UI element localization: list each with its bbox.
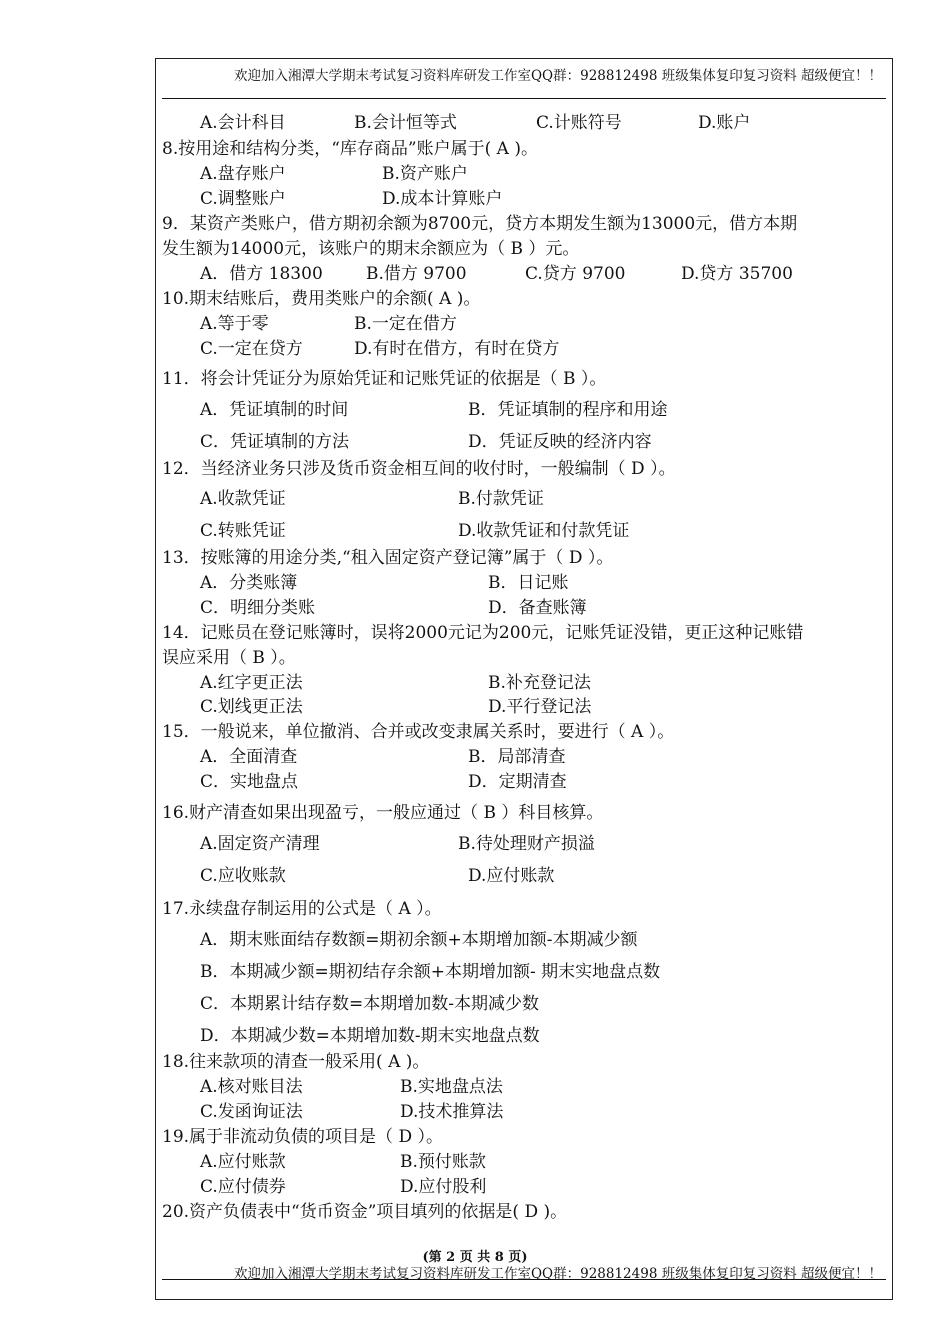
q14-option-d: D.平行登记法 [488,697,592,717]
q10-option-d: D.有时在借方，有时在贷方 [354,339,560,359]
q8-option-a: A.盘存账户 [200,164,286,184]
q8-stem: 8.按用途和结构分类，“库存商品”账户属于( A )。 [162,139,538,159]
q16-option-d: D.应付账款 [468,866,555,886]
q14-stem-line1: 14．记账员在登记账簿时，误将2000元记为200元，记账凭证没错，更正这种记账错 [162,623,804,643]
footer-text: 欢迎加入湘潭大学期末考试复习资料库研发工作室QQ群：928812498 班级集体复印复习资料 超级便宜！！ [233,1266,882,1282]
q19-option-d: D.应付股利 [400,1177,487,1197]
q13-option-d: D．备查账簿 [488,598,587,618]
q14-option-b: B.补充登记法 [488,673,591,693]
q11-option-b: B．凭证填制的程序和用途 [468,400,668,420]
q14-option-a: A.红字更正法 [200,673,303,693]
q12-option-b: B.付款凭证 [458,489,544,509]
q17-option-d: D．本期减少数=本期增加数-期末实地盘点数 [200,1026,540,1046]
q10-option-c: C.一定在贷方 [200,339,303,359]
q13-option-c: C．明细分类账 [200,598,316,618]
q14-stem-line2: 误应采用（ B ）。 [162,648,296,668]
header-text: 欢迎加入湘潭大学期末考试复习资料库研发工作室QQ群：928812498 班级集体复印复习资料 超级便宜！！ [233,68,882,84]
q13-stem: 13．按账簿的用途分类,“租入固定资产登记簿”属于（ D ）。 [162,548,614,568]
q12-option-a: A.收款凭证 [200,489,286,509]
q9-option-c: C.贷方 9700 [525,264,626,284]
q18-option-c: C.发函询证法 [200,1102,303,1122]
q7-option-c: C.计账符号 [536,113,622,133]
q13-option-a: A．分类账簿 [200,573,298,593]
q17-option-a: A．期末账面结存数额=期初余额+本期增加额-本期减少额 [200,930,638,950]
q15-stem: 15．一般说来，单位撤消、合并或改变隶属关系时，要进行（ A ）。 [162,722,675,742]
footer-rule [162,1279,886,1280]
q16-option-b: B.待处理财产损溢 [458,834,595,854]
q12-option-d: D.收款凭证和付款凭证 [458,521,630,541]
q19-option-c: C.应付债券 [200,1177,286,1197]
q18-option-d: D.技术推算法 [400,1102,504,1122]
q16-option-c: C.应收账款 [200,866,286,886]
q16-option-a: A.固定资产清理 [200,834,320,854]
q15-option-c: C．实地盘点 [200,772,299,792]
q15-option-b: B．局部清查 [468,747,566,767]
q10-option-b: B.一定在借方 [354,314,457,334]
q10-stem: 10.期末结账后，费用类账户的余额( A )。 [162,289,481,309]
q13-option-b: B．日记账 [488,573,569,593]
q19-option-a: A.应付账款 [200,1152,286,1172]
q17-option-c: C．本期累计结存数=本期增加数-本期减少数 [200,994,539,1014]
q17-option-b: B．本期减少额=期初结存余额+本期增加额- 期末实地盘点数 [200,962,661,982]
q20-stem: 20.资产负债表中“货币资金”项目填列的依据是( D )。 [162,1202,568,1222]
q19-stem: 19.属于非流动负债的项目是（ D ）。 [162,1127,443,1147]
q16-stem: 16.财产清查如果出现盈亏，一般应通过（ B ）科目核算。 [162,803,604,823]
q9-option-d: D.贷方 35700 [681,264,793,284]
q14-option-c: C.划线更正法 [200,697,303,717]
q11-option-d: D．凭证反映的经济内容 [468,432,652,452]
q18-option-a: A.核对账目法 [200,1077,303,1097]
q9-option-a: A．借方 18300 [200,264,323,284]
q8-option-c: C.调整账户 [200,189,286,209]
q8-option-b: B.资产账户 [382,164,468,184]
q17-stem: 17.永续盘存制运用的公式是（ A ）。 [162,899,442,919]
q12-option-c: C.转账凭证 [200,521,286,541]
q9-stem-line2: 发生额为14000元，该账户的期末余额应为（ B ）元。 [162,239,580,259]
q15-option-d: D．定期清查 [468,772,567,792]
q7-option-b: B.会计恒等式 [354,113,457,133]
q9-option-b: B.借方 9700 [366,264,467,284]
q9-stem-line1: 9．某资产类账户，借方期初余额为8700元，贷方本期发生额为13000元，借方本期 [162,214,798,234]
header-rule [162,98,886,99]
q12-stem: 12．当经济业务只涉及货币资金相互间的收付时，一般编制（ D ）。 [162,459,676,479]
q7-option-a: A.会计科目 [200,113,286,133]
q11-option-a: A．凭证填制的时间 [200,400,349,420]
q10-option-a: A.等于零 [200,314,269,334]
page-number: (第 2 页 共 8 页) [422,1250,528,1265]
q11-option-c: C．凭证填制的方法 [200,432,350,452]
q7-option-d: D.账户 [698,113,751,133]
q19-option-b: B.预付账款 [400,1152,486,1172]
q18-stem: 18.往来款项的清查一般采用( A )。 [162,1052,430,1072]
q15-option-a: A．全面清查 [200,747,298,767]
q8-option-d: D.成本计算账户 [382,189,503,209]
q11-stem: 11．将会计凭证分为原始凭证和记账凭证的依据是（ B ）。 [162,369,607,389]
q18-option-b: B.实地盘点法 [400,1077,503,1097]
